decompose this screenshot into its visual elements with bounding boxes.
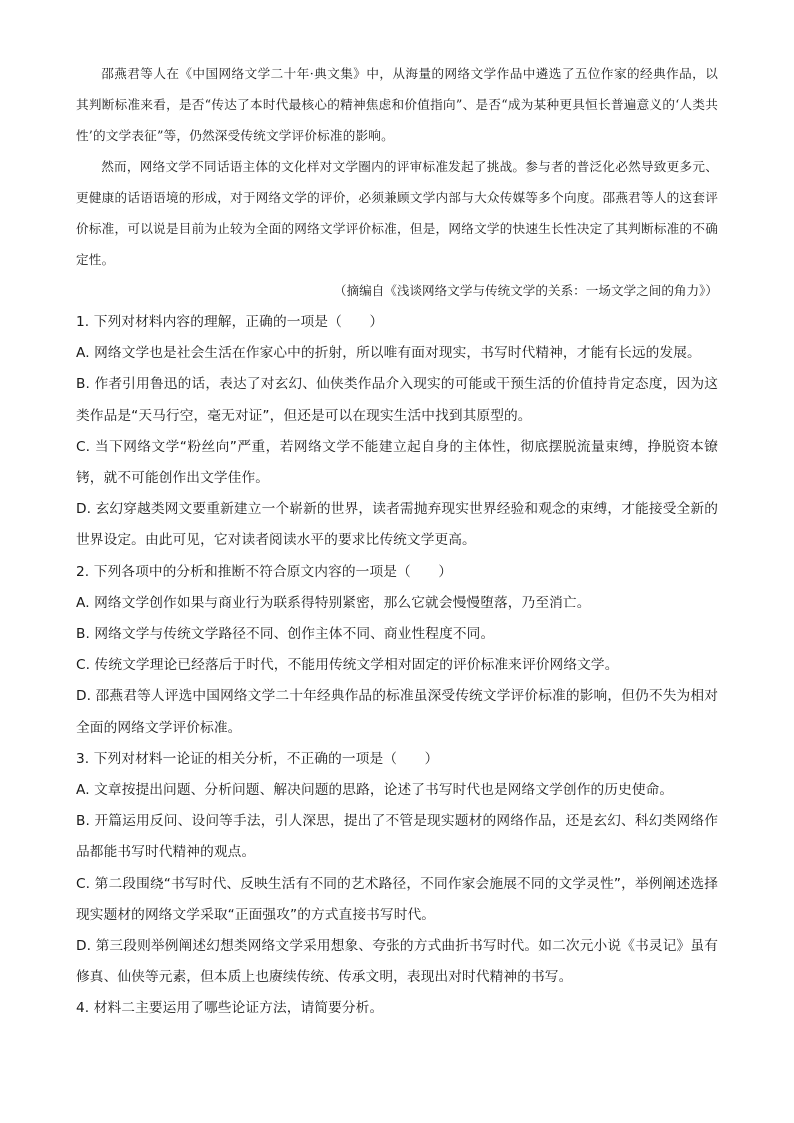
question-3 (76, 744, 718, 994)
question-stem: 4. 材料二主要运用了哪些论证方法，请简要分析。 (76, 1000, 384, 1017)
question-stem: 1. 下列对材料内容的理解，正确的一项是（ ） (76, 314, 384, 330)
question-stem: 3. 下列对材料一论证的相关分析，不正确的一项是（ ） (76, 750, 439, 767)
passage-paragraph-1: 邵燕君等人在《中国网络文学二十年·典文集》中，从海量的网络文学作品中遴选了五位作家的经典作品，以其判断标准来看，是否“传达了本时代最核心的精神焦虑和价值指向”、是否“成为某种更具恒长普遍意义的‘人类共性’的文学表征”等，仍然深受传统文学评价标准的影响。 (76, 66, 718, 143)
option-a: A. 网络文学创作如果与商业行为联系得特别紧密，那么它就会慢慢堕落，乃至消亡。 (76, 594, 591, 611)
option-a: A. 网络文学也是社会生活在作家心中的折射，所以唯有面对现实，书写时代精神，才能有长远的发展。 (76, 345, 701, 362)
passage-source: （摘编自《浅谈网络文学与传统文学的关系：一场文学之间的角力》） (333, 283, 718, 298)
option-b: B. 作者引用鲁迅的话，表达了对玄幻、仙侠类作品介入现实的可能或干预生活的价值持肯定态度，因为这类作品是“天马行空，毫无对证”，但还是可以在现实生活中找到其原型的。 (76, 376, 718, 424)
question-stem: 2. 下列各项中的分析和推断不符合原文内容的一项是（ ） (76, 563, 453, 580)
option-c: C. 传统文学理论已经落后于时代，不能用传统文学相对固定的评价标准来评价网络文学。 (76, 657, 619, 674)
reading-passage (76, 58, 718, 306)
question-list (76, 307, 718, 1025)
option-c: C. 当下网络文学“粉丝向”严重，若网络文学不能建立起自身的主体性，彻底摆脱流量束缚，挣脱资本镣铐，就不可能创作出文学佳作。 (76, 438, 718, 487)
question-1 (76, 307, 718, 557)
option-d: D. 玄幻穿越类网文要重新建立一个崭新的世界，读者需抛弃现实世界经验和观念的束缚，才能接受全新的世界设定。由此可见，它对读者阅读水平的要求比传统文学更高。 (76, 501, 718, 549)
option-b: B. 网络文学与传统文学路径不同、创作主体不同、商业性程度不同。 (76, 626, 495, 643)
option-d: D. 第三段则举例阐述幻想类网络文学采用想象、夸张的方式曲折书写时代。如二次元小说《书灵记》虽有修真、仙侠等元素，但本质上也赓续传统、传承文明，表现出对时代精神的书写。 (76, 938, 718, 986)
question-2 (76, 557, 718, 744)
option-b: B. 开篇运用反问、设问等手法，引人深思，提出了不管是现实题材的网络作品，还是玄幻、科幻类网络作品都能书写时代精神的观点。 (76, 813, 718, 861)
question-4 (76, 993, 718, 1024)
passage-paragraph-2: 然而，网络文学不同话语主体的文化样对文学圈内的评审标准发起了挑战。参与者的普泛化必然导致更多元、更健康的话语语境的形成，对于网络文学的评价，必须兼顾文学内部与大众传媒等多个向度。邵燕君等人的这套评价标准，可以说是目前为止较为全面的网络文学评价标准，但是，网络文学的快速生长性决定了其判断标准的不确定性。 (76, 159, 718, 267)
option-d: D. 邵燕君等人评选中国网络文学二十年经典作品的标准虽深受传统文学评价标准的影响，但仍不失为相对全面的网络文学评价标准。 (76, 688, 718, 736)
option-c: C. 第二段围绕“书写时代、反映生活有不同的艺术路径，不同作家会施展不同的文学灵性”，举例阐述选择现实题材的网络文学采取“正面强攻”的方式直接书写时代。 (76, 875, 718, 923)
option-a: A. 文章按提出问题、分析问题、解决问题的思路，论述了书写时代也是网络文学创作的历史使命。 (76, 782, 674, 799)
